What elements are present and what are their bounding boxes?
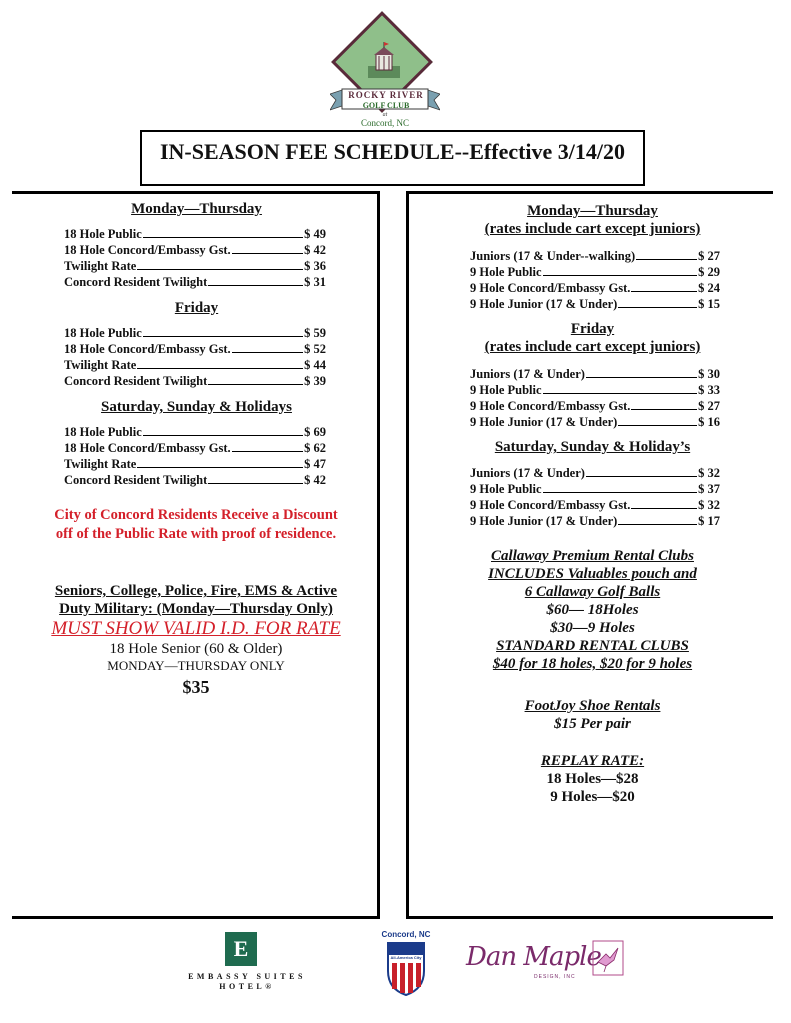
- shield-icon: [386, 941, 426, 997]
- rate-row: Concord Resident Twilight $ 42: [64, 473, 326, 487]
- rate-row: Juniors (17 & Under) $ 32: [470, 466, 720, 480]
- left-friday-heading: Friday: [174, 300, 219, 316]
- callaway-price-18: $60— 18Holes: [546, 602, 639, 618]
- left-bottom-rule: [12, 916, 380, 919]
- rate-row: 18 Hole Public $ 49: [64, 227, 326, 241]
- rate-row: 18 Hole Public $ 69: [64, 425, 326, 439]
- seniors-line-1: Seniors, College, Police, Fire, EMS & Active: [54, 583, 338, 599]
- all-america-caption: Concord, NC: [381, 930, 431, 939]
- right-weekend-rates: [470, 465, 720, 529]
- callaway-rentals: [420, 547, 765, 673]
- callaway-line-1: Callaway Premium Rental Clubs: [491, 548, 694, 564]
- rate-row: Juniors (17 & Under--walking) $ 27: [470, 249, 720, 263]
- standard-rentals-heading: STANDARD RENTAL CLUBS: [496, 638, 689, 654]
- left-mon-thu-rates: [64, 226, 326, 290]
- clubhouse-icon: [362, 40, 406, 84]
- replay-rate: [420, 752, 765, 806]
- dan-maple-sub: DESIGN, INC: [534, 974, 576, 980]
- rate-row: Concord Resident Twilight $ 39: [64, 374, 326, 388]
- logo-sub: GOLF CLUB: [362, 101, 410, 110]
- replay-18: 18 Holes—$28: [546, 771, 639, 787]
- rate-row: 9 Hole Junior (17 & Under) $ 16: [470, 415, 720, 429]
- senior-rate-label: 18 Hole Senior (60 & Older): [109, 641, 283, 657]
- embassy-text: EMBASSY SUITES HOTEL®: [188, 972, 306, 991]
- seniors-line-2: Duty Military: (Monday—Thursday Only): [59, 601, 333, 617]
- right-mon-thu-rates: [470, 248, 720, 312]
- seniors-block: [14, 582, 378, 700]
- right-top-rule: [406, 191, 773, 194]
- right-friday-heading: Friday (rates include cart except juniors): [484, 321, 701, 355]
- left-weekend-heading: Saturday, Sunday & Holidays: [101, 399, 292, 415]
- right-bottom-rule: [406, 916, 773, 919]
- rate-row: 18 Hole Public $ 59: [64, 326, 326, 340]
- footjoy-heading: FootJoy Shoe Rentals: [524, 698, 661, 714]
- rate-row: 9 Hole Public $ 37: [470, 482, 720, 496]
- rate-row: 18 Hole Concord/Embassy Gst. $ 42: [64, 243, 326, 257]
- bird-icon: [592, 940, 624, 976]
- senior-price: $35: [182, 677, 210, 697]
- left-top-rule: [12, 191, 380, 194]
- rate-row: 9 Hole Public $ 33: [470, 383, 720, 397]
- dan-maple-wordmark: Dan Maple: [466, 942, 601, 972]
- discount-line-1: City of Concord Residents Receive a Discount: [54, 507, 338, 523]
- rate-row: 9 Hole Concord/Embassy Gst. $ 27: [470, 399, 720, 413]
- footjoy-price: $15 Per pair: [554, 716, 631, 732]
- rate-row: 9 Hole Concord/Embassy Gst. $ 32: [470, 498, 720, 512]
- rate-row: 9 Hole Public $ 29: [470, 265, 720, 279]
- rate-row: 9 Hole Junior (17 & Under) $ 17: [470, 514, 720, 528]
- logo-at: at: [382, 112, 388, 118]
- rate-row: Juniors (17 & Under) $ 30: [470, 367, 720, 381]
- rate-row: Twilight Rate $ 47: [64, 457, 326, 471]
- left-mon-thu-heading: Monday—Thursday: [131, 201, 262, 217]
- rate-row: Twilight Rate $ 36: [64, 259, 326, 273]
- callaway-line-2: INCLUDES Valuables pouch and: [488, 566, 697, 582]
- senior-days: MONDAY—THURSDAY ONLY: [107, 658, 285, 673]
- left-weekend-rates: [64, 424, 326, 488]
- rate-row: 9 Hole Concord/Embassy Gst. $ 24: [470, 281, 720, 295]
- embassy-suites-logo: [172, 932, 322, 992]
- right-friday-rates: [470, 366, 720, 430]
- left-friday-rates: [64, 325, 326, 389]
- footjoy-rentals: [420, 697, 765, 733]
- all-america-city-logo: [376, 930, 436, 1000]
- rate-row: 18 Hole Concord/Embassy Gst. $ 62: [64, 441, 326, 455]
- standard-rentals-price: $40 for 18 holes, $20 for 9 holes: [492, 656, 693, 672]
- rate-row: Twilight Rate $ 44: [64, 358, 326, 372]
- rate-row: 9 Hole Junior (17 & Under) $ 15: [470, 297, 720, 311]
- must-show-id: MUST SHOW VALID I.D. FOR RATE: [51, 618, 341, 639]
- rate-row: 18 Hole Concord/Embassy Gst. $ 52: [64, 342, 326, 356]
- callaway-price-9: $30—9 Holes: [550, 620, 635, 636]
- embassy-e-icon: E: [225, 932, 257, 966]
- logo-location: Concord, NC: [361, 118, 409, 128]
- title-box: [140, 130, 645, 186]
- right-mon-thu-heading: Monday—Thursday (rates include cart except juniors): [484, 203, 701, 237]
- right-weekend-heading: Saturday, Sunday & Holiday’s: [494, 439, 691, 455]
- rate-row: Concord Resident Twilight $ 31: [64, 275, 326, 289]
- replay-heading: REPLAY RATE:: [540, 753, 645, 769]
- left-column-divider: [377, 191, 380, 919]
- logo-name: ROCKY RIVER: [348, 90, 424, 100]
- all-america-badge: All-America City: [390, 955, 422, 960]
- page-title: IN-SEASON FEE SCHEDULE--Effective 3/14/20: [159, 139, 626, 164]
- rocky-river-logo: [320, 18, 450, 128]
- callaway-line-3: 6 Callaway Golf Balls: [524, 584, 661, 600]
- resident-discount-note: [14, 506, 378, 544]
- dan-maple-logo: [462, 938, 627, 988]
- right-column-divider: [406, 191, 409, 919]
- replay-9: 9 Holes—$20: [550, 789, 635, 805]
- discount-line-2: off of the Public Rate with proof of residence.: [55, 526, 337, 542]
